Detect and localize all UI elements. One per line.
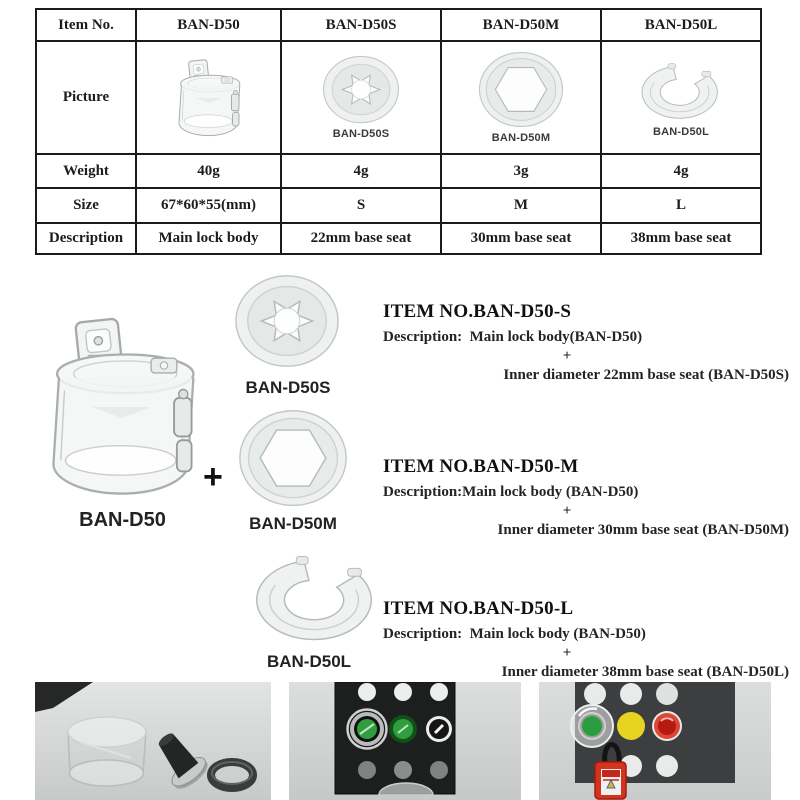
row-label-description: Description bbox=[36, 223, 136, 254]
item-l-description: Description: Main lock body (BAN-D50) bbox=[383, 626, 646, 642]
item-l-plus: + bbox=[562, 645, 572, 661]
ban-d50s-thumb-label: BAN-D50S bbox=[332, 128, 390, 140]
row-label-size: Size bbox=[36, 188, 136, 223]
spec-table bbox=[35, 8, 762, 255]
ban-d50m-image bbox=[237, 408, 349, 512]
header-ban-d50: BAN-D50 bbox=[136, 9, 281, 41]
locked-cover-over-green-button bbox=[571, 705, 613, 747]
ban-d50-image bbox=[35, 307, 210, 507]
ban-d50-thumb bbox=[171, 49, 247, 147]
item-block-l bbox=[383, 598, 795, 681]
description-row bbox=[36, 223, 761, 254]
ban-d50m-image-label: BAN-D50M bbox=[249, 514, 337, 533]
item-s-base-seat: Inner diameter 22mm base seat (BAN-D50S) bbox=[503, 367, 789, 383]
ban-d50-image-label: BAN-D50 bbox=[79, 509, 166, 531]
ban-d50s-image-label: BAN-D50S bbox=[245, 378, 331, 397]
item-l-base-seat: Inner diameter 38mm base seat (BAN-D50L) bbox=[501, 664, 789, 680]
green-button-with-cover-base bbox=[348, 710, 387, 749]
item-s-plus: + bbox=[562, 348, 572, 364]
components-photo bbox=[35, 682, 271, 800]
spec-header-row bbox=[36, 9, 761, 41]
item-m-title: ITEM NO.BAN-D50-M bbox=[383, 456, 579, 477]
weight-ban-d50l: 4g bbox=[601, 154, 761, 188]
panel-locked-photo bbox=[539, 682, 771, 800]
red-emergency-button bbox=[652, 711, 682, 741]
green-button bbox=[389, 715, 417, 743]
ban-d50l-thumb-label: BAN-D50L bbox=[653, 126, 709, 138]
row-label-picture: Picture bbox=[36, 41, 136, 154]
selector-switch bbox=[426, 716, 452, 742]
size-ban-d50l: L bbox=[601, 188, 761, 223]
picture-cell-ban-d50m bbox=[441, 41, 601, 154]
desc-ban-d50: Main lock body bbox=[136, 223, 281, 254]
item-block-s bbox=[383, 301, 795, 384]
header-ban-d50m: BAN-D50M bbox=[441, 9, 601, 41]
row-label-weight: Weight bbox=[36, 154, 136, 188]
header-item-no: Item No. bbox=[36, 9, 136, 41]
item-s-title: ITEM NO.BAN-D50-S bbox=[383, 301, 572, 322]
picture-cell-ban-d50s bbox=[281, 41, 441, 154]
item-m-base-seat: Inner diameter 30mm base seat (BAN-D50M) bbox=[497, 522, 789, 538]
item-m-plus: + bbox=[562, 503, 572, 519]
ban-d50l-image bbox=[237, 548, 395, 648]
header-ban-d50l: BAN-D50L bbox=[601, 9, 761, 41]
item-s-description: Description: Main lock body(BAN-D50) bbox=[383, 329, 643, 345]
item-l-title: ITEM NO.BAN-D50-L bbox=[383, 598, 574, 619]
ban-d50m-thumb-label: BAN-D50M bbox=[491, 132, 551, 144]
weight-ban-d50m: 3g bbox=[441, 154, 601, 188]
size-ban-d50s: S bbox=[281, 188, 441, 223]
header-ban-d50s: BAN-D50S bbox=[281, 9, 441, 41]
ban-d50l-image-label: BAN-D50L bbox=[266, 652, 352, 671]
weight-row bbox=[36, 154, 761, 188]
ban-d50s-image bbox=[233, 273, 341, 373]
picture-row bbox=[36, 41, 761, 154]
weight-ban-d50s: 4g bbox=[281, 154, 441, 188]
item-m-description: Description:Main lock body (BAN-D50) bbox=[383, 484, 639, 500]
ban-d50s-thumb bbox=[319, 55, 403, 127]
ban-d50m-thumb bbox=[476, 51, 566, 131]
desc-ban-d50l: 38mm base seat bbox=[601, 223, 761, 254]
size-row bbox=[36, 188, 761, 223]
desc-ban-d50m: 30mm base seat bbox=[441, 223, 601, 254]
plus-sign: + bbox=[203, 458, 223, 496]
weight-ban-d50: 40g bbox=[136, 154, 281, 188]
yellow-button bbox=[617, 712, 645, 740]
desc-ban-d50s: 22mm base seat bbox=[281, 223, 441, 254]
ban-d50l-thumb bbox=[629, 57, 733, 125]
size-ban-d50: 67*60*55(mm) bbox=[136, 188, 281, 223]
item-block-m bbox=[383, 456, 795, 539]
picture-cell-ban-d50l bbox=[601, 41, 761, 154]
panel-installed-photo bbox=[289, 682, 521, 800]
size-ban-d50m: M bbox=[441, 188, 601, 223]
picture-cell-ban-d50 bbox=[136, 41, 281, 154]
photo-strip bbox=[35, 682, 771, 800]
